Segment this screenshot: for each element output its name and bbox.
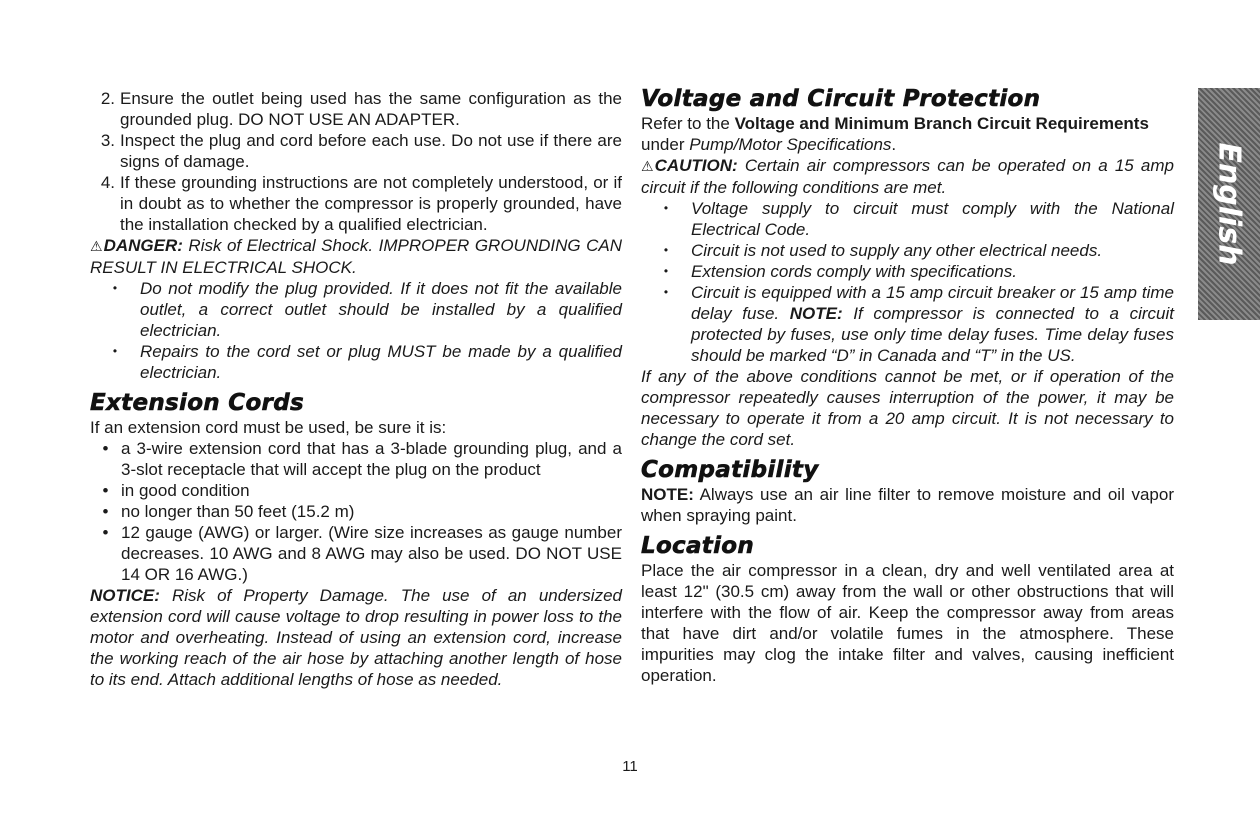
extension-intro: If an extension cord must be used, be sure it is: [90, 418, 447, 437]
voltage-closing: If any of the above conditions cannot be met, or if operation of the compressor repeatedly causes interruption of the power, it may be necessary to operate it from a 20 amp circuit. It is not necessary to change the cord set. [641, 367, 1174, 449]
language-tab [1198, 88, 1260, 320]
caution-bullet [641, 261, 1174, 282]
left-column [90, 88, 622, 690]
notice-text: Risk of Property Damage. The use of an undersized extension cord will cause voltage to drop resulting in power loss to the motor and overheating. Instead of using an extension cord, increase the working reach of the air hose by attaching another length of hose to its end. Attach additional lengths of hose as needed. [90, 586, 622, 689]
item-text: If these grounding instructions are not completely understood, or if in doubt as to whether the compressor is properly grounded, have the installation checked by a qualified electrician. [120, 173, 622, 234]
danger-bullet [90, 341, 622, 383]
danger-text: Risk of Electrical Shock. IMPROPER GROUNDING CAN RESULT IN ELECTRICAL SHOCK. [90, 236, 622, 277]
danger-bullet-text: Do not modify the plug provided. If it does not fit the available outlet, a correct outlet should be installed by a qualified electrician. [140, 279, 622, 340]
bullet-icon: • [102, 502, 109, 521]
refer-italic: Pump/Motor Specifications [689, 135, 892, 154]
right-column [641, 88, 1174, 686]
extension-bullet-text: a 3-wire extension cord that has a 3-blade grounding plug, and a 3-slot receptacle that will accept the plug on the product [121, 439, 622, 479]
location-text: Place the air compressor in a clean, dry and well ventilated area at least 12" (30.5 cm) away from the wall or other obstructions that will interfere with the flow of air. Keep the compressor away from areas that have dirt and/or volatile fumes in the atmosphere. These impurities may clog the intake filter and valves, causing inefficient operation. [641, 561, 1174, 685]
bullet4-post: If compressor is connected to a circuit protected by fuses, use only time delay fuses. Time delay fuses should be marked “D” in Canada and “T” in the US. [691, 304, 1174, 365]
item-text: Inspect the plug and cord before each use. Do not use if there are signs of damage. [120, 131, 622, 171]
item-text: Ensure the outlet being used has the same configuration as the grounded plug. DO NOT USE AN ADAPTER. [120, 89, 622, 129]
refer-post: . [891, 135, 897, 154]
compatibility-note [641, 484, 1174, 526]
caution-bullet-text: Circuit is not used to supply any other electrical needs. [691, 241, 1103, 260]
warning-triangle-icon: ⚠ [90, 238, 103, 254]
caution-bullet-text: Voltage supply to circuit must comply with the National Electrical Code. [691, 199, 1174, 239]
compatibility-note-label: NOTE: [641, 485, 694, 504]
extension-bullet-text: 12 gauge (AWG) or larger. (Wire size increases as gauge number decreases. 10 AWG and 8 AWG may also be used. DO NOT USE 14 OR 16 AWG.) [121, 523, 622, 584]
bullet4-pre: Circuit is equipped with a 15 amp circuit breaker or 15 amp time delay fuse. [691, 283, 1174, 323]
caution-warning [641, 155, 1174, 198]
voltage-heading: Voltage and Circuit Protection [641, 86, 1041, 112]
danger-bullet-text: Repairs to the cord set or plug MUST be made by a qualified electrician. [140, 342, 622, 382]
caution-label: CAUTION: [654, 156, 738, 175]
grounding-item [90, 130, 622, 172]
danger-label: DANGER: [103, 236, 183, 255]
danger-bullet [90, 278, 622, 341]
bullet-icon: • [663, 243, 669, 257]
location-heading: Location [641, 533, 755, 559]
refer-bold: Voltage and Minimum Branch Circuit Requirements [734, 114, 1149, 133]
caution-bullet [641, 240, 1174, 261]
caution-bullet-text: Extension cords comply with specifications. [691, 262, 1017, 281]
bullet-icon: • [663, 201, 669, 215]
refer-pre: Refer to the [641, 114, 735, 133]
item-number: 2. [100, 89, 115, 108]
refer-mid: under [641, 135, 690, 154]
extension-bullet [90, 501, 622, 522]
bullet-icon: • [102, 481, 109, 500]
extension-bullet-text: in good condition [121, 481, 250, 500]
item-number: 4. [100, 173, 115, 192]
caution-text: Certain air compressors can be operated on a 15 amp circuit if the following conditions are met. [641, 156, 1174, 197]
voltage-refer [641, 113, 1174, 155]
compatibility-note-text: Always use an air line filter to remove moisture and oil vapor when spraying paint. [641, 485, 1174, 525]
bullet4-note: NOTE: [789, 304, 843, 323]
caution-bullet [641, 198, 1174, 240]
item-number: 3. [100, 131, 115, 150]
extension-bullet-text: no longer than 50 feet (15.2 m) [121, 502, 355, 521]
extension-bullet [90, 480, 622, 501]
language-tab-label: English [1211, 142, 1247, 266]
caution-bullet [641, 282, 1174, 366]
extension-bullet [90, 522, 622, 585]
notice-label: NOTICE: [90, 586, 160, 605]
notice-warning [90, 585, 622, 690]
bullet-icon: • [663, 285, 669, 299]
bullet-icon: • [102, 523, 109, 542]
caution-bullet-text [691, 282, 1174, 366]
danger-warning [90, 235, 622, 278]
bullet-icon: • [663, 264, 669, 278]
grounding-item [90, 88, 622, 130]
bullet-icon: • [112, 344, 118, 358]
warning-triangle-icon: ⚠ [641, 158, 654, 174]
compatibility-heading: Compatibility [641, 457, 819, 483]
grounding-item [90, 172, 622, 235]
extension-bullet [90, 438, 622, 480]
bullet-icon: • [102, 439, 109, 458]
bullet-icon: • [112, 281, 118, 295]
page-number: 11 [622, 758, 638, 775]
extension-cords-heading: Extension Cords [90, 390, 304, 416]
